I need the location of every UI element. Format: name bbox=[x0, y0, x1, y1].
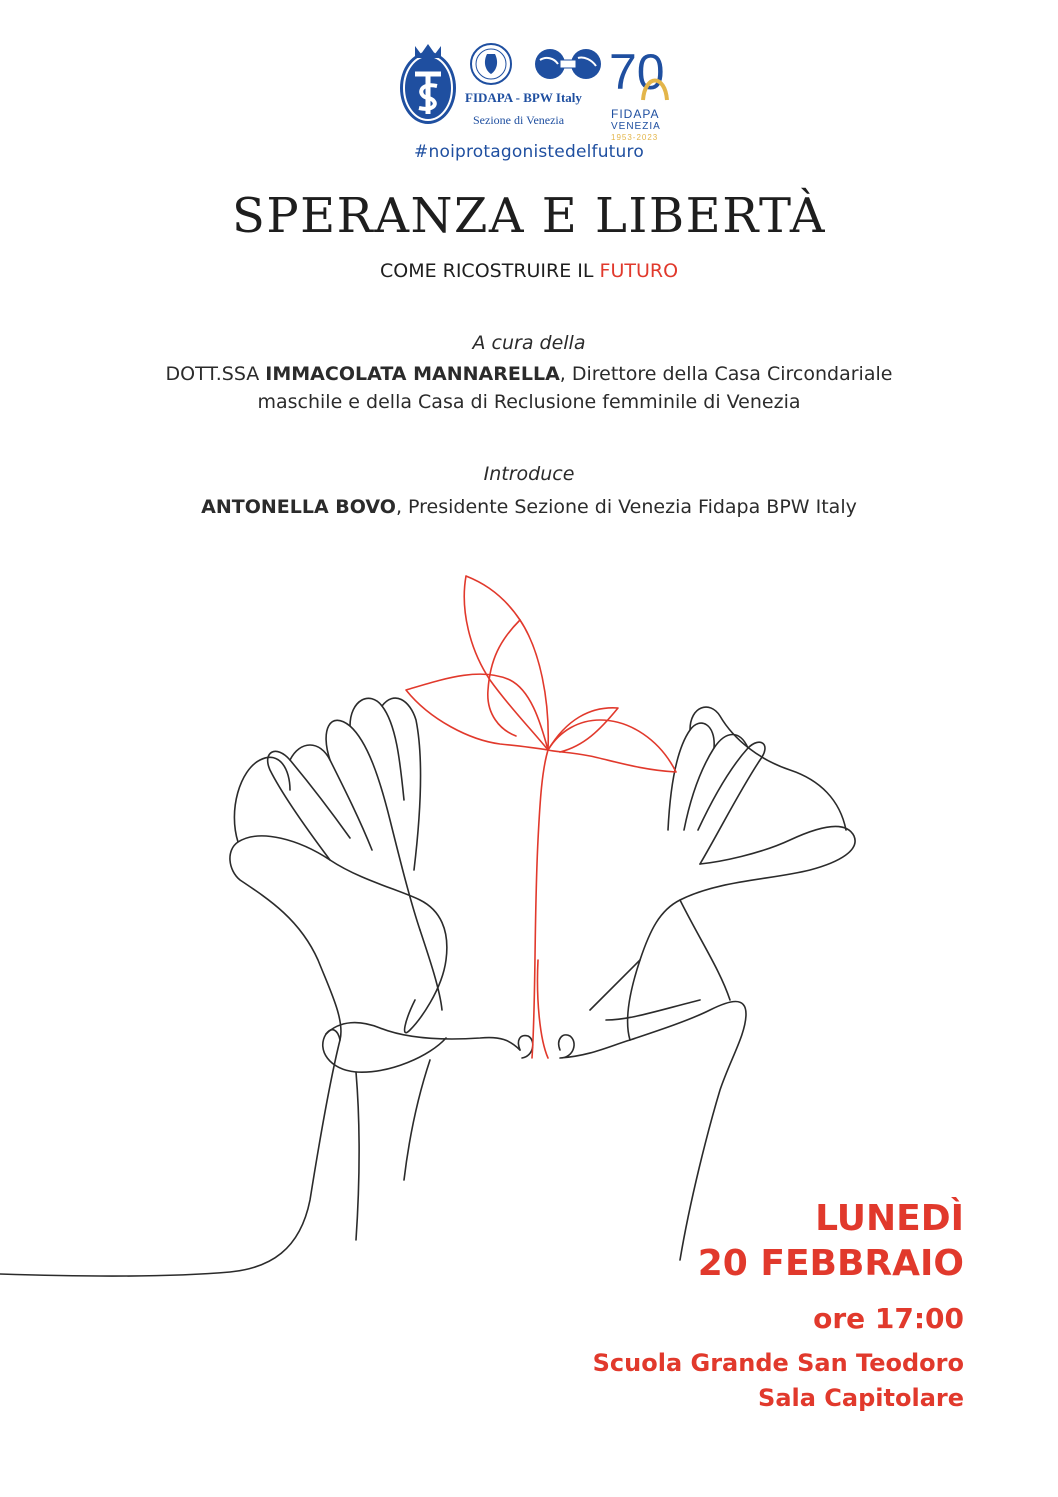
curated-role-line-1: , Direttore della Casa Circondariale bbox=[559, 363, 893, 385]
page-title: SPERANZA E LIBERTÀ bbox=[231, 188, 827, 244]
subtitle bbox=[0, 260, 1058, 282]
intro-role: , Presidente Sezione di Venezia Fidapa BPW Italy bbox=[395, 496, 857, 518]
fidapa-logo-section: Sezione di Venezia bbox=[473, 113, 565, 127]
event-venue: Scuola Grande San Teodoro bbox=[592, 1349, 964, 1377]
hands-line-art bbox=[0, 698, 855, 1276]
event-time: ore 17:00 bbox=[813, 1302, 964, 1335]
event-date: 20 FEBBRAIO bbox=[697, 1243, 964, 1284]
anniversary-number: 70 bbox=[609, 44, 665, 100]
curated-title-prefix: DOTT.SSA bbox=[165, 363, 266, 385]
anniversary-arch-icon bbox=[621, 54, 681, 104]
subtitle-accent: FUTURO bbox=[599, 260, 679, 282]
intro-label: Introduce bbox=[483, 463, 575, 485]
fidapa-logo-name: FIDAPA - BPW Italy bbox=[465, 90, 582, 105]
logo-row bbox=[395, 38, 685, 142]
anniversary-word: FIDAPA bbox=[611, 107, 660, 121]
anniversary-city: VENEZIA bbox=[611, 121, 661, 132]
event-room: Sala Capitolare bbox=[758, 1384, 964, 1412]
tsp-crest-logo bbox=[395, 38, 461, 128]
bpw-globes-icon bbox=[532, 44, 604, 84]
sprout-line-art bbox=[406, 576, 676, 1058]
subtitle-prefix: COME RICOSTRUIRE IL bbox=[379, 260, 600, 282]
anniversary-years: 1953-2023 bbox=[611, 133, 659, 142]
hands-sprout-illustration bbox=[0, 560, 1058, 1300]
fidapa-emblem-icon bbox=[469, 42, 513, 86]
curated-role-line-2: maschile e della Casa di Reclusione femminile di Venezia bbox=[257, 391, 801, 413]
curated-name: IMMACOLATA MANNARELLA bbox=[265, 363, 560, 385]
intro-line bbox=[0, 496, 1058, 518]
curated-line-1 bbox=[0, 363, 1058, 385]
intro-name: ANTONELLA BOVO bbox=[201, 496, 396, 518]
curated-label: A cura della bbox=[472, 332, 586, 354]
hashtag: #noiprotagonistedelfuturo bbox=[414, 142, 644, 162]
event-day: LUNEDÌ bbox=[815, 1198, 964, 1239]
